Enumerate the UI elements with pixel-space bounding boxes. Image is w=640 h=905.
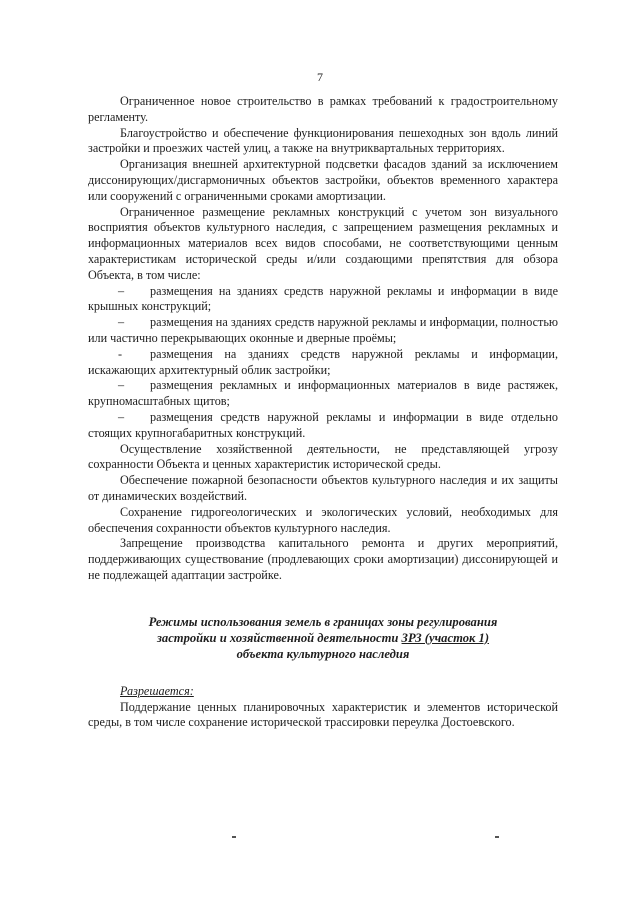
heading-line-1: Режимы использования земель в границах зоны регулирования [148,614,498,629]
paragraph-economic-activity: Осуществление хозяйственной деятельности, не представляющей угрозу сохранности Объекта и ценных характеристик исторической среды. [88,441,558,472]
heading-line-2-prefix: застройки и хозяйственной деятельности [156,630,402,645]
footer-marks [0,836,640,846]
paragraph-allowed: Поддержание ценных планировочных характеристик и элементов исторической среды, в том числе сохранение исторической трассировки переулка Достоевского. [88,699,558,730]
page-number: 7 [317,70,323,84]
heading-line-2 [88,630,558,646]
allowed-label: Разрешается: [120,683,194,698]
scan-mark [232,836,236,838]
list-item-text: размещения средств наружной рекламы и информации в виде отдельно стоящих крупногабаритных конструкций. [88,409,558,440]
paragraph-advertising: Ограниченное размещение рекламных конструкций с учетом зон визуального восприятия объектов культурного наследия, с запрещением размещения рекламных и информационных материалов всех видов способами, не соответствующими ценным характеристикам исторической среды и/или создающими препятствия для обзора Объекта, в том числе: [88,204,558,282]
heading-line-3: объекта культурного наследия [236,646,410,661]
dash-mark: – [118,378,125,393]
paragraph-new-construction: Ограниченное новое строительство в рамках требований к градостроительному регламенту. [88,94,558,124]
document-body [88,94,558,731]
dash-mark: - [118,346,123,361]
list-item-text: размещения на зданиях средств наружной рекламы и информации в виде крышных конструкций; [88,283,558,314]
list-item [88,284,558,316]
list-item [88,347,558,379]
section-heading [88,614,558,662]
list-item-text: размещения на зданиях средств наружной рекламы и информации, полностью или частично перекрывающих оконные и дверные проёмы; [88,315,558,345]
zone-label: ЗРЗ (участок 1) [401,630,490,645]
dash-mark: – [118,315,125,330]
paragraph-repair-prohibition: Запрещение производства капитального ремонта и других мероприятий, поддерживающих существование (продлевающих сроки амортизации) диссонирующей и не подлежащей адаптации застройке. [88,536,558,582]
list-item-text: размещения рекламных и информационных материалов в виде растяжек, крупномасштабных щитов; [88,378,558,409]
list-item [88,410,558,442]
paragraph-fire-safety: Обеспечение пожарной безопасности объектов культурного наследия и их защиты от динамических воздействий. [88,473,558,503]
dash-mark: – [118,409,125,424]
paragraph-landscaping: Благоустройство и обеспечение функционирования пешеходных зон вдоль линий застройки и проезжих частей улиц, а также на внутриквартальных территориях. [88,125,558,156]
list-item [88,315,558,347]
list-item [88,378,558,410]
paragraph-facade-lighting: Организация внешней архитектурной подсветки фасадов зданий за исключением диссонирующих/дисгармоничных объектов застройки, объектов временного характера или сооружений с ограниченными сроками амортизации. [88,157,558,203]
dash-mark: – [118,283,125,298]
list-item-text: размещения на зданиях средств наружной рекламы и информации, искажающих архитектурный облик застройки; [88,346,558,377]
paragraph-hydrogeology: Сохранение гидрогеологических и экологических условий, необходимых для обеспечения сохранности объектов культурного наследия. [88,504,558,535]
scan-mark [495,836,499,838]
